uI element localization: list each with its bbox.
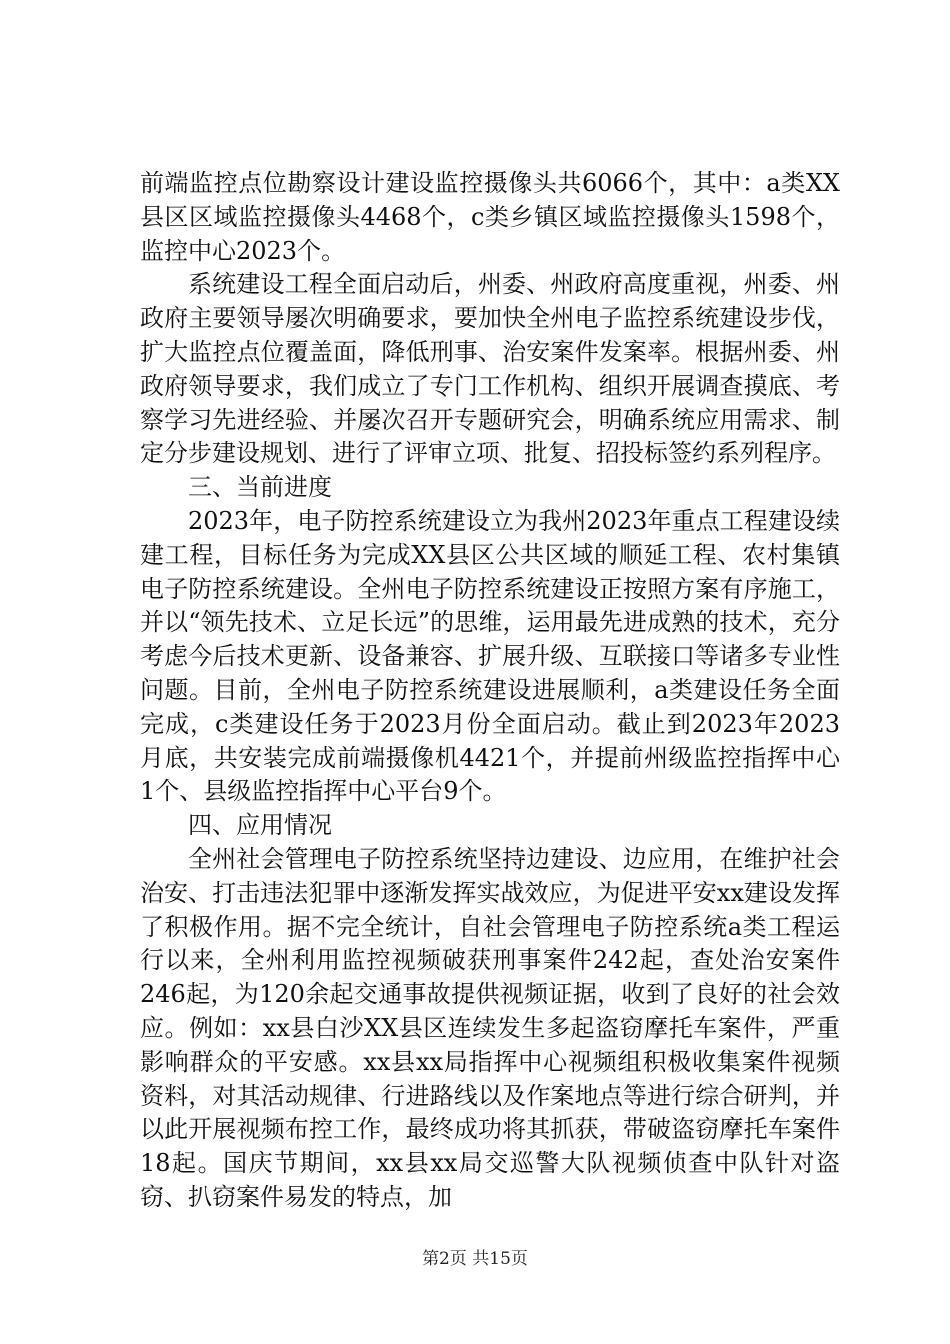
paragraph-current-progress: 2023年，电子防控系统建设立为我州2023年重点工程建设续建工程，目标任务为完成XX县区公共区域的顺延工程、农村集镇电子防控系统建设。全州电子防控系统建设正按照方案有序施工，并以“领先技术、立足长远”的思维，运用最先进成熟的技术，充分考虑今后技术更新、设备兼容、扩展升级、互联接口等诸多专业性问题。目前，全州电子防控系统建设进展顺利，a类建设任务全面完成，c类建设任务于2023月份全面启动。截止到2023年2023月底，共安装完成前端摄像机4421个，并提前州级监控指挥中心1个、县级监控指挥中心平台9个。 [140,506,840,806]
section-heading-progress: 三、当前进度 [188,473,332,502]
paragraph-application: 全州社会管理电子防控系统坚持边建设、边应用，在维护社会治安、打击违法犯罪中逐渐发挥实战效应，为促进平安xx建设发挥了积极作用。据不完全统计，自社会管理电子防控系统a类工程运行以来，全州利用监控视频破获刑事案件242起，查处治安案件246起，为120余起交通事故提供视频证据，收到了良好的社会效应。例如：xx县白沙XX县区连续发生多起盗窃摩托车案件，严重影响群众的平安感。xx县xx局指挥中心视频组积极收集案件视频资料，对其活动规律、行进路线以及作案地点等进行综合研判，并以此开展视频布控工作，最终成功将其抓获，带破盗窃摩托车案件18起。国庆节期间，xx县xx局交巡警大队视频侦查中队针对盗窃、扒窃案件易发的特点，加 [140,844,840,1211]
section-heading-application: 四、应用情况 [188,811,332,840]
paragraph-system-construction: 系统建设工程全面启动后，州委、州政府高度重视，州委、州政府主要领导屡次明确要求，要加快全州电子监控系统建设步伐，扩大监控点位覆盖面，降低刑事、治安案件发案率。根据州委、州政府领导要求，我们成立了专门工作机构、组织开展调查摸底、考察学习先进经验、并屡次召开专题研究会，明确系统应用需求、制定分步建设规划、进行了评审立项、批复、招投标签约系列程序。 [140,270,840,468]
document-body [140,167,840,1215]
paragraph-camera-stats: 前端监控点位勘察设计建设监控摄像头共6066个，其中：a类XX县区区域监控摄像头4468个，c类乡镇区域监控摄像头1598个，监控中心2023个。 [140,169,840,265]
page-number-footer: 第2页 共15页 [422,1249,528,1269]
